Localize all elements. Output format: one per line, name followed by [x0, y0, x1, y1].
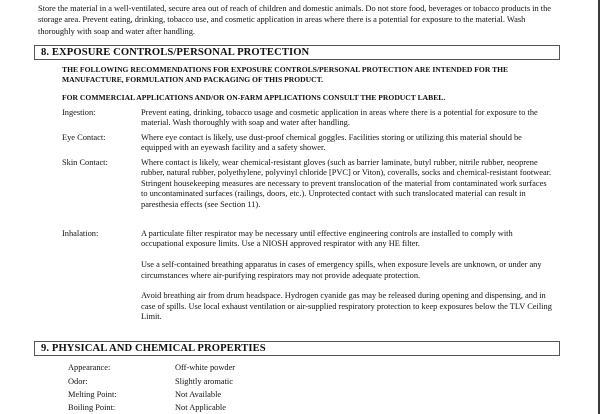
ingestion-text [141, 108, 553, 129]
property-value: Not Applicable [175, 403, 226, 412]
property-label: Appearance: [68, 363, 111, 372]
skin-contact-label: Skin Contact: [62, 158, 108, 167]
inhalation-label: Inhalation: [62, 229, 99, 238]
inhalation-paragraph-2: Use a self-contained breathing apparatus in cases of emergency spills, when exposure levels are unknown, or under any circumstances where air-purifying respirators may not provide adequate protection. [141, 260, 542, 280]
skin-contact-text [141, 158, 553, 210]
skin-contact-paragraph-1: Where contact is likely, wear chemical-resistant gloves (such as barrier laminate, butyl rubber, nitrile rubber, neoprene rubber, natural rubber, polyethylene, polyvinyl chloride [PVC] or Viton), coveralls, socks and chemical-resistant footwear. [141, 158, 552, 178]
sds-page [34, 0, 562, 414]
inhalation-paragraph-3: Avoid breathing air from drum headspace. Hydrogen cyanide gas may be released during opening and dispensing, and in case of spills. Use local exhaust ventilation or air-supplied respiratory protection to keep exposures below the TLV Ceiling Limit. [141, 291, 552, 322]
property-row [68, 403, 468, 414]
section-9-heading: 9. PHYSICAL AND CHEMICAL PROPERTIES [34, 341, 560, 356]
inhalation-paragraph-1: A particulate filter respirator may be necessary until effective engineering controls are installed to comply with occupational exposure limits. Use a NIOSH approved respirator with any HE filter. [141, 229, 513, 249]
ingestion-label: Ingestion: [62, 108, 96, 117]
recommendations-notice: THE FOLLOWING RECOMMENDATIONS FOR EXPOSURE CONTROLS/PERSONAL PROTECTION ARE INTENDED FOR THE MANUFACTURE, FORMULATION AND PACKAGING OF THIS PRODUCT. [62, 65, 509, 85]
eye-contact-text [141, 133, 553, 154]
ingestion-paragraph: Prevent eating, drinking, tobacco usage and cosmetic application in areas where there is a potential for exposure to the material. Wash thoroughly with soap and water after handling. [141, 108, 538, 128]
property-row [68, 363, 468, 374]
property-row [68, 390, 468, 401]
property-label: Odor: [68, 377, 88, 386]
property-label: Boiling Point: [68, 403, 116, 412]
inhalation-text [141, 229, 553, 323]
property-value: Slightly aromatic [175, 377, 233, 386]
skin-contact-paragraph-2: Stringent housekeeping measures are necessary to prevent translocation of the material from contaminated work surfaces to uncontaminated surfaces (railings, doors, etc.). Unprotected contact with such translocated material can result in paresthesia effects (see Section 11). [141, 178, 547, 209]
section-8-heading: 8. EXPOSURE CONTROLS/PERSONAL PROTECTION [34, 45, 560, 60]
property-row [68, 377, 468, 388]
property-label: Melting Point: [68, 390, 117, 399]
eye-contact-paragraph: Where eye contact is likely, use dust-proof chemical goggles. Facilities storing or utilizing this material should be equipped with an eyewash facility and a safety shower. [141, 133, 522, 153]
eye-contact-label: Eye Contact: [62, 133, 106, 142]
property-value: Not Available [175, 390, 222, 399]
property-value: Off-white powder [175, 363, 236, 372]
commercial-notice: FOR COMMERCIAL APPLICATIONS AND/OR ON-FARM APPLICATIONS CONSULT THE PRODUCT LABEL. [62, 93, 446, 102]
storage-paragraph: Store the material in a well-ventilated, secure area out of reach of children and domestic animals. Do not store food, beverages or tobacco products in the storage area. Prevent eating, drinking, tobacco use, and cosmetic application in areas where there is a potential for exposure to the material. Wash thoroughly with soap and water after handling. [38, 4, 552, 36]
